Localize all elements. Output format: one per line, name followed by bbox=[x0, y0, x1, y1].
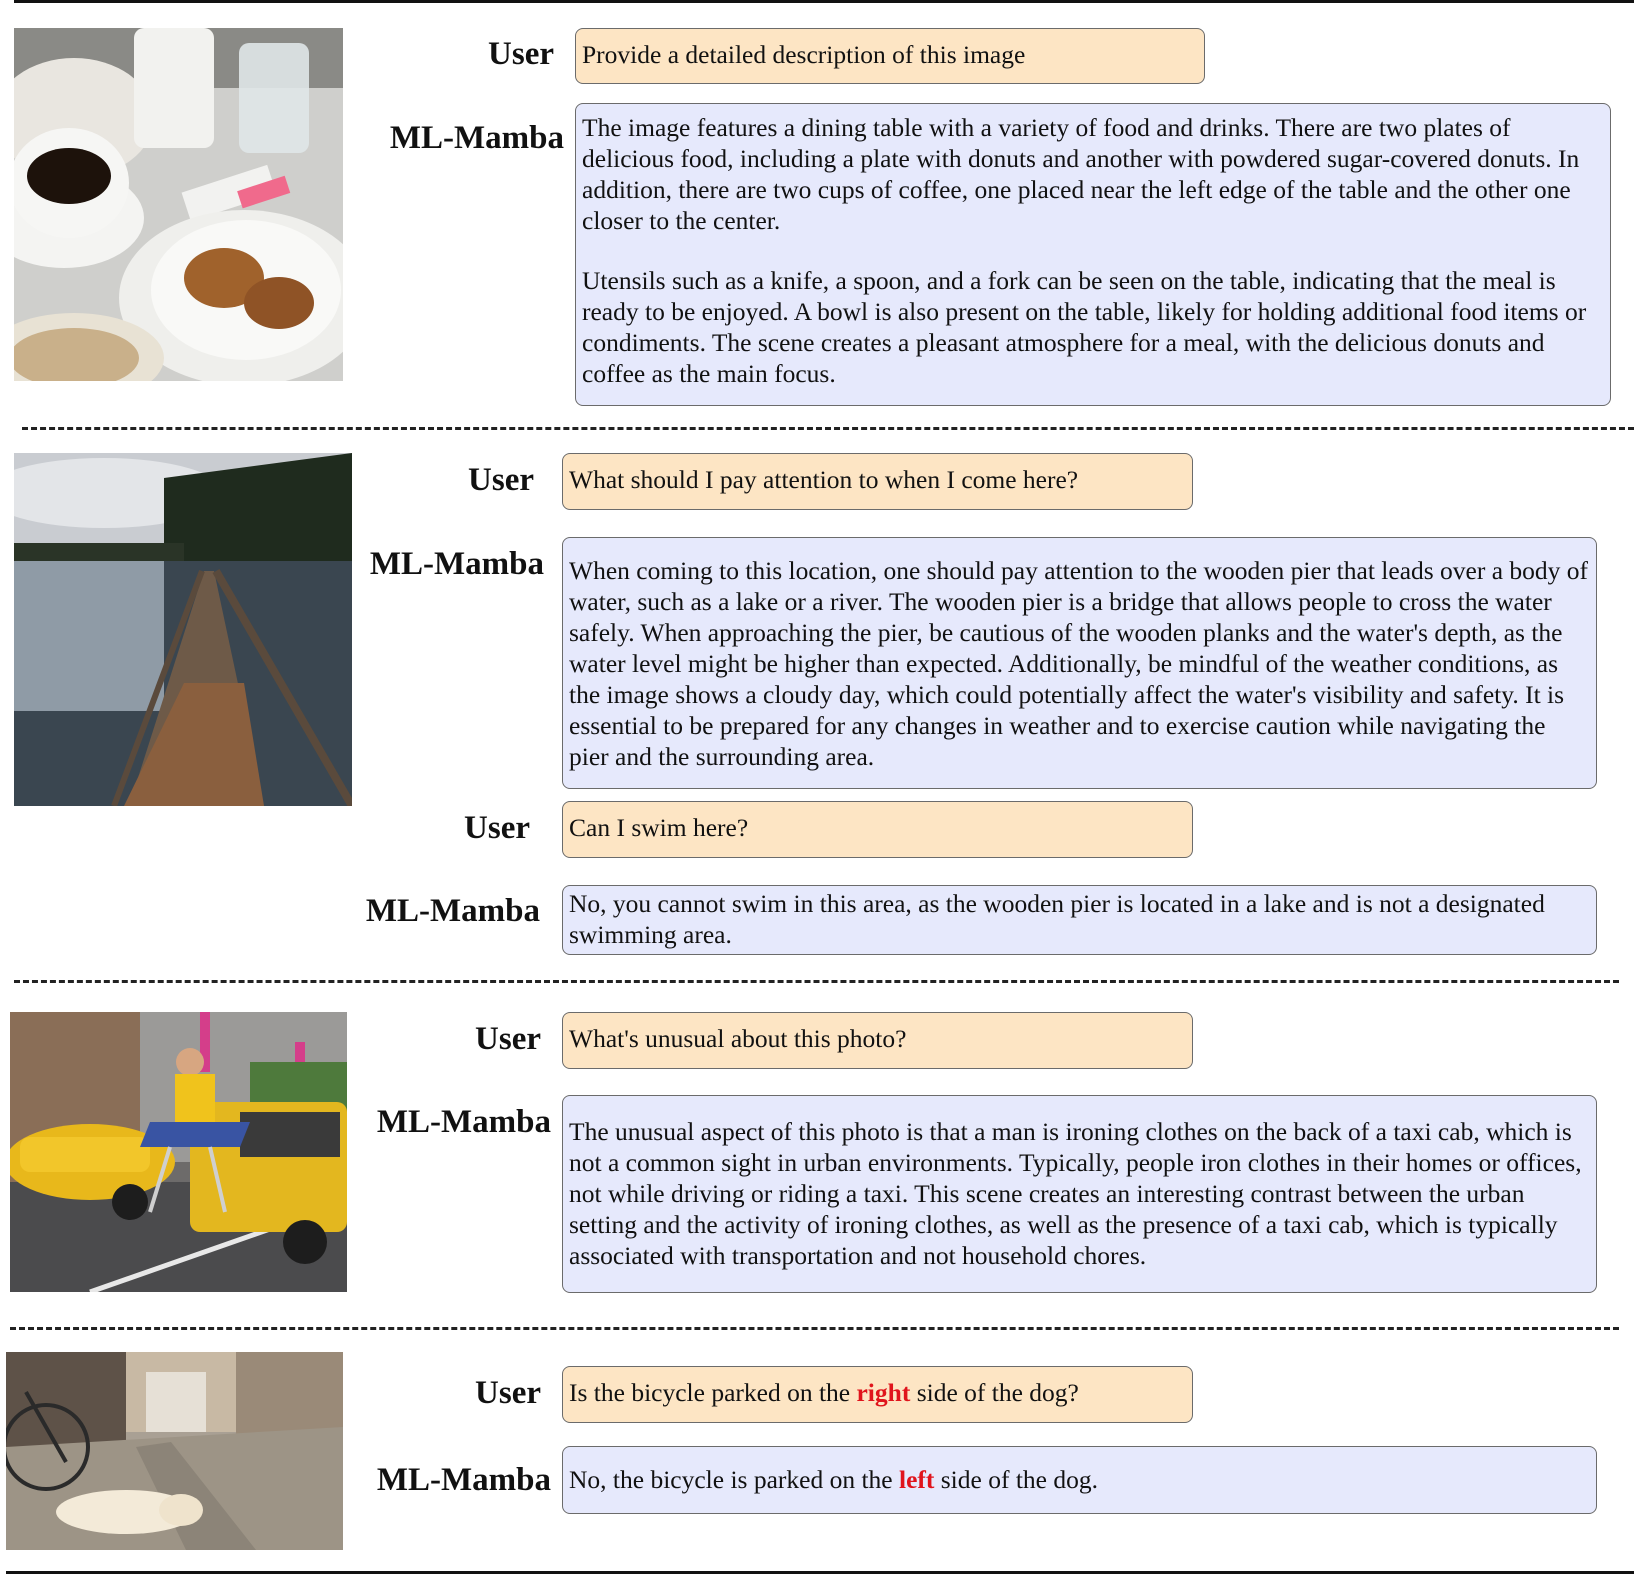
response-text: side of the dog. bbox=[934, 1465, 1098, 1494]
response-text: No, the bicycle is parked on the bbox=[569, 1465, 899, 1494]
response-paragraph: Utensils such as a knife, a spoon, and a fork can be seen on the table, indicating that the meal is ready to be enjoyed. A bowl is also present on the table, likely for holding additional food items or condiments. The scene creates a pleasant atmosphere for a meal, with the delicious donuts and coffee as the main focus. bbox=[582, 266, 1587, 388]
bottom-rule bbox=[6, 1571, 1634, 1574]
model-label: ML-Mamba bbox=[376, 1462, 551, 1498]
user-prompt-bubble: Provide a detailed description of this image bbox=[575, 28, 1205, 84]
model-response-bubble bbox=[575, 103, 1611, 406]
prompt-text: side of the dog? bbox=[910, 1378, 1079, 1407]
user-label: User bbox=[475, 1375, 541, 1411]
model-response-bubble: The unusual aspect of this photo is that a man is ironing clothes on the back of a taxi cab, which is not a common sight in urban environments. Typically, people iron clothes in their homes or offices, not while driving or riding a taxi. This scene creates an interesting contrast between the urban setting and the activity of ironing clothes, as well as the presence of a taxi cab, which is typically associated with transportation and not household chores. bbox=[562, 1095, 1597, 1293]
user-prompt-bubble: Can I swim here? bbox=[562, 801, 1193, 858]
wooden-pier-lake-photo bbox=[14, 453, 352, 806]
prompt-text: Is the bicycle parked on the bbox=[569, 1378, 857, 1407]
highlighted-word: left bbox=[898, 1465, 935, 1494]
section-divider bbox=[14, 980, 1619, 983]
model-response-bubble: When coming to this location, one should pay attention to the wooden pier that leads over a body of water, such as a lake or a river. The wooden pier is a bridge that allows people to cross the water safely. When approaching the pier, be cautious of the wooden planks and the water's depth, as the water level might be higher than expected. Additionally, be mindful of the weather conditions, as the image shows a cloudy day, which could potentially affect the water's visibility and safety. It is essential to be prepared for any changes in weather and to exercise caution while navigating the pier and the surrounding area. bbox=[562, 537, 1597, 789]
donuts-coffee-photo bbox=[14, 28, 343, 381]
model-response-bubble bbox=[562, 1446, 1597, 1514]
user-prompt-bubble: What's unusual about this photo? bbox=[562, 1012, 1193, 1069]
model-label: ML-Mamba bbox=[389, 120, 564, 156]
user-label: User bbox=[464, 810, 530, 846]
user-label: User bbox=[475, 1021, 541, 1057]
response-paragraph: The image features a dining table with a variety of food and drinks. There are two plates of delicious food, including a plate with donuts and another with powdered sugar-covered donuts. In addition, there are two cups of coffee, one placed near the left edge of the table and the other one closer to the center. bbox=[582, 113, 1580, 235]
user-prompt-bubble: What should I pay attention to when I come here? bbox=[562, 453, 1193, 510]
model-label: ML-Mamba bbox=[365, 893, 540, 929]
model-label: ML-Mamba bbox=[376, 1104, 551, 1140]
ironing-taxi-photo bbox=[10, 1012, 347, 1292]
top-rule bbox=[14, 0, 1634, 3]
highlighted-word: right bbox=[856, 1378, 911, 1407]
user-prompt-bubble bbox=[562, 1366, 1193, 1423]
user-label: User bbox=[488, 36, 554, 72]
model-response-bubble: No, you cannot swim in this area, as the wooden pier is located in a lake and is not a designated swimming area. bbox=[562, 885, 1597, 955]
section-divider bbox=[10, 1327, 1619, 1330]
model-label: ML-Mamba bbox=[369, 546, 544, 582]
section-divider bbox=[22, 427, 1634, 430]
dog-bicycle-street-photo bbox=[6, 1352, 343, 1550]
user-label: User bbox=[468, 462, 534, 498]
